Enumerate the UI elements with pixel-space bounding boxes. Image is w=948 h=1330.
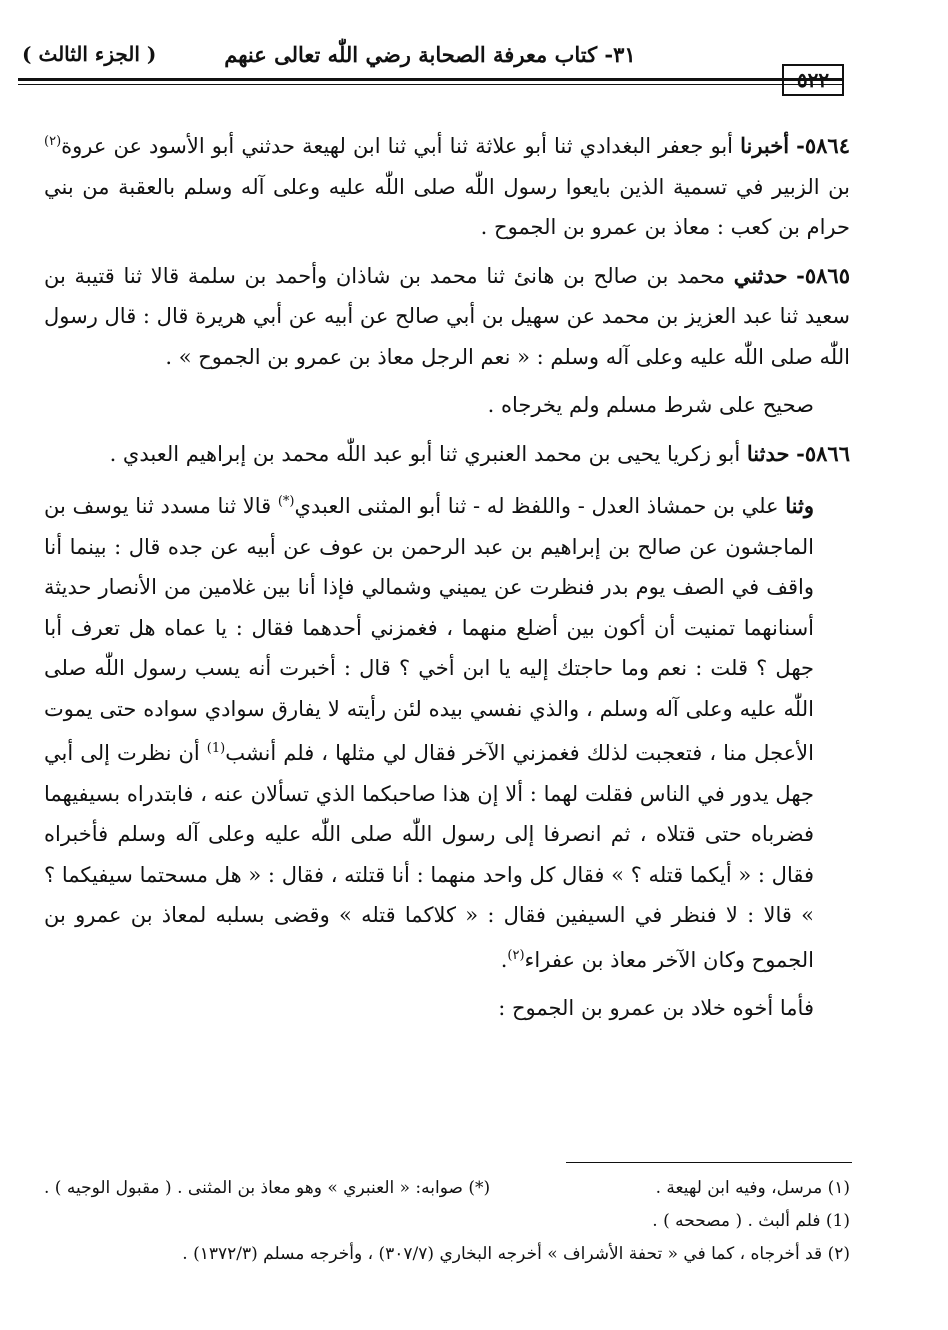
footnote-ref: (*) [277, 494, 295, 509]
hadith-text: قالا ثنا مسدد ثنا يوسف بن الماجشون عن صالح بن إبراهيم بن عبد الرحمن بن عوف عن أبيه عن جده قال : بينما أنا واقف في الصف يوم بدر فنظرت عن يميني وشمالي فإذا أنا بين غلامين من الأنصار حديثة أسنانهما تمنيت أن أكون بين أضلع منهما ، فغمزني أحدهما فقال : يا عماه هل تعرف أبا جهل ؟ قلت : نعم وما حاجتك إليه يا ابن أخي ؟ قال : أخبرت أنه يسب رسول اللّٰه صلى اللّٰه عليه وعلى آله وسلم ، والذي نفسي بيده لئن رأيته لا يفارق سوادي سواده حتى يموت الأعجل منا ، فتعجبت لذلك فغمزني الآخر فقال لي مثلها ، فلم أنشب [44, 494, 814, 765]
footnote-3: (٢) قد أخرجاه ، كما في « تحفة الأشراف » أخرجه البخاري (٣٠٧/٧) ، وأخرجه مسلم (١٣٧٢/٣) . [182, 1244, 850, 1264]
hadith-number: ٥٨٦٦- [796, 440, 850, 466]
page-number: ٥٢٢ [782, 64, 844, 96]
footnote-ref: (٢) [507, 947, 525, 963]
hadith-text: أبو جعفر البغدادي ثنا أبو علاثة ثنا أبي ثنا ابن لهيعة حدثني أبو الأسود عن عروة [61, 134, 734, 158]
hadith-5866-continuation [44, 482, 850, 980]
hadith-text-end: . [500, 947, 508, 972]
hadith-text: أن نظرت إلى أبي جهل يدور في الناس فقلت لهما : ألا إن هذا صاحبكما الذي تسألان عنه ، فابتدراه بسيفيهما فضرباه حتى قتلاه ، ثم انصرفا إلى رسول اللّٰه صلى اللّٰه عليه وعلى آله وسلم فأخبراه فقال : « أيكما قتله ؟ » فقال كل واحد منهما : أنا قتلته ، فقال : « هل مسحتما سيفيكما ؟ » قالا : لا فنظر في السيفين فقال : « كلاكما قتله » وقضى بسلبه لمعاذ بن عمرو بن الجموح وكان الآخر معاذ بن عفراء [44, 741, 814, 972]
header-rule-thin [18, 84, 844, 85]
footnote-2: (1) فلم ألبث . ( مصححه ) . [652, 1211, 850, 1231]
footnote-row [44, 1172, 850, 1205]
hadith-grade: صحيح على شرط مسلم ولم يخرجاه . [487, 393, 814, 417]
footnote-ref: (٢) [44, 134, 62, 149]
narration-keyword: أخبرنا [740, 133, 790, 158]
hadith-text: أبو زكريا يحيى بن محمد العنبري ثنا أبو عبد اللّٰه محمد بن إبراهيم العبدي . [109, 441, 741, 466]
narration-keyword: حدثنا [746, 440, 790, 466]
volume-label: ( الجزء الثالث ) [22, 42, 157, 66]
footnote-rule [566, 1162, 852, 1163]
hadith-5865 [44, 256, 850, 378]
hadith-5864 [44, 122, 850, 248]
hadith-text: محمد بن صالح بن هانئ ثنا محمد بن شاذان وأحمد بن سلمة قالا ثنا قتيبة بن سعيد ثنا عبد العزيز بن محمد عن سهيل بن أبي صالح عن أبيه عن أبي هريرة قال : قال رسول اللّٰه صلى اللّٰه عليه وعلى آله وسلم : « نعم الرجل معاذ بن عمرو بن الجموح » . [44, 263, 850, 369]
hadith-number: ٥٨٦٤- [796, 133, 850, 158]
header-rule [18, 78, 844, 81]
chapter-title: ٣١- كتاب معرفة الصحابة رضي اللّٰه تعالى عنهم [224, 42, 636, 67]
footnote-ref: (1) [206, 741, 226, 756]
closing-line: فأما أخوه خلاد بن عمرو بن الجموح : [498, 996, 814, 1020]
main-text [44, 122, 850, 1029]
hadith-5866 [44, 434, 850, 475]
narration-keyword: وثنا [785, 493, 814, 518]
hadith-text: بن الزبير في تسمية الذين بايعوا رسول اللّٰه صلى اللّٰه عليه وعلى آله وسلم بالعقبة من بني حرام بن كعب : معاذ بن عمرو بن الجموح . [44, 174, 850, 239]
narration-keyword: حدثني [733, 262, 788, 288]
footnote-1: (١) مرسل، وفيه ابن لهيعة . [655, 1178, 850, 1198]
footnote-star: (*) صوابه: « العنبري » وهو معاذ بن المثنى . ( مقبول الوجيه ) . [44, 1178, 491, 1198]
hadith-text: علي بن حمشاذ العدل - واللفظ له - ثنا أبو المثنى العبدي [294, 494, 779, 518]
footnotes [44, 1172, 850, 1271]
hadith-number: ٥٨٦٥- [796, 262, 850, 288]
